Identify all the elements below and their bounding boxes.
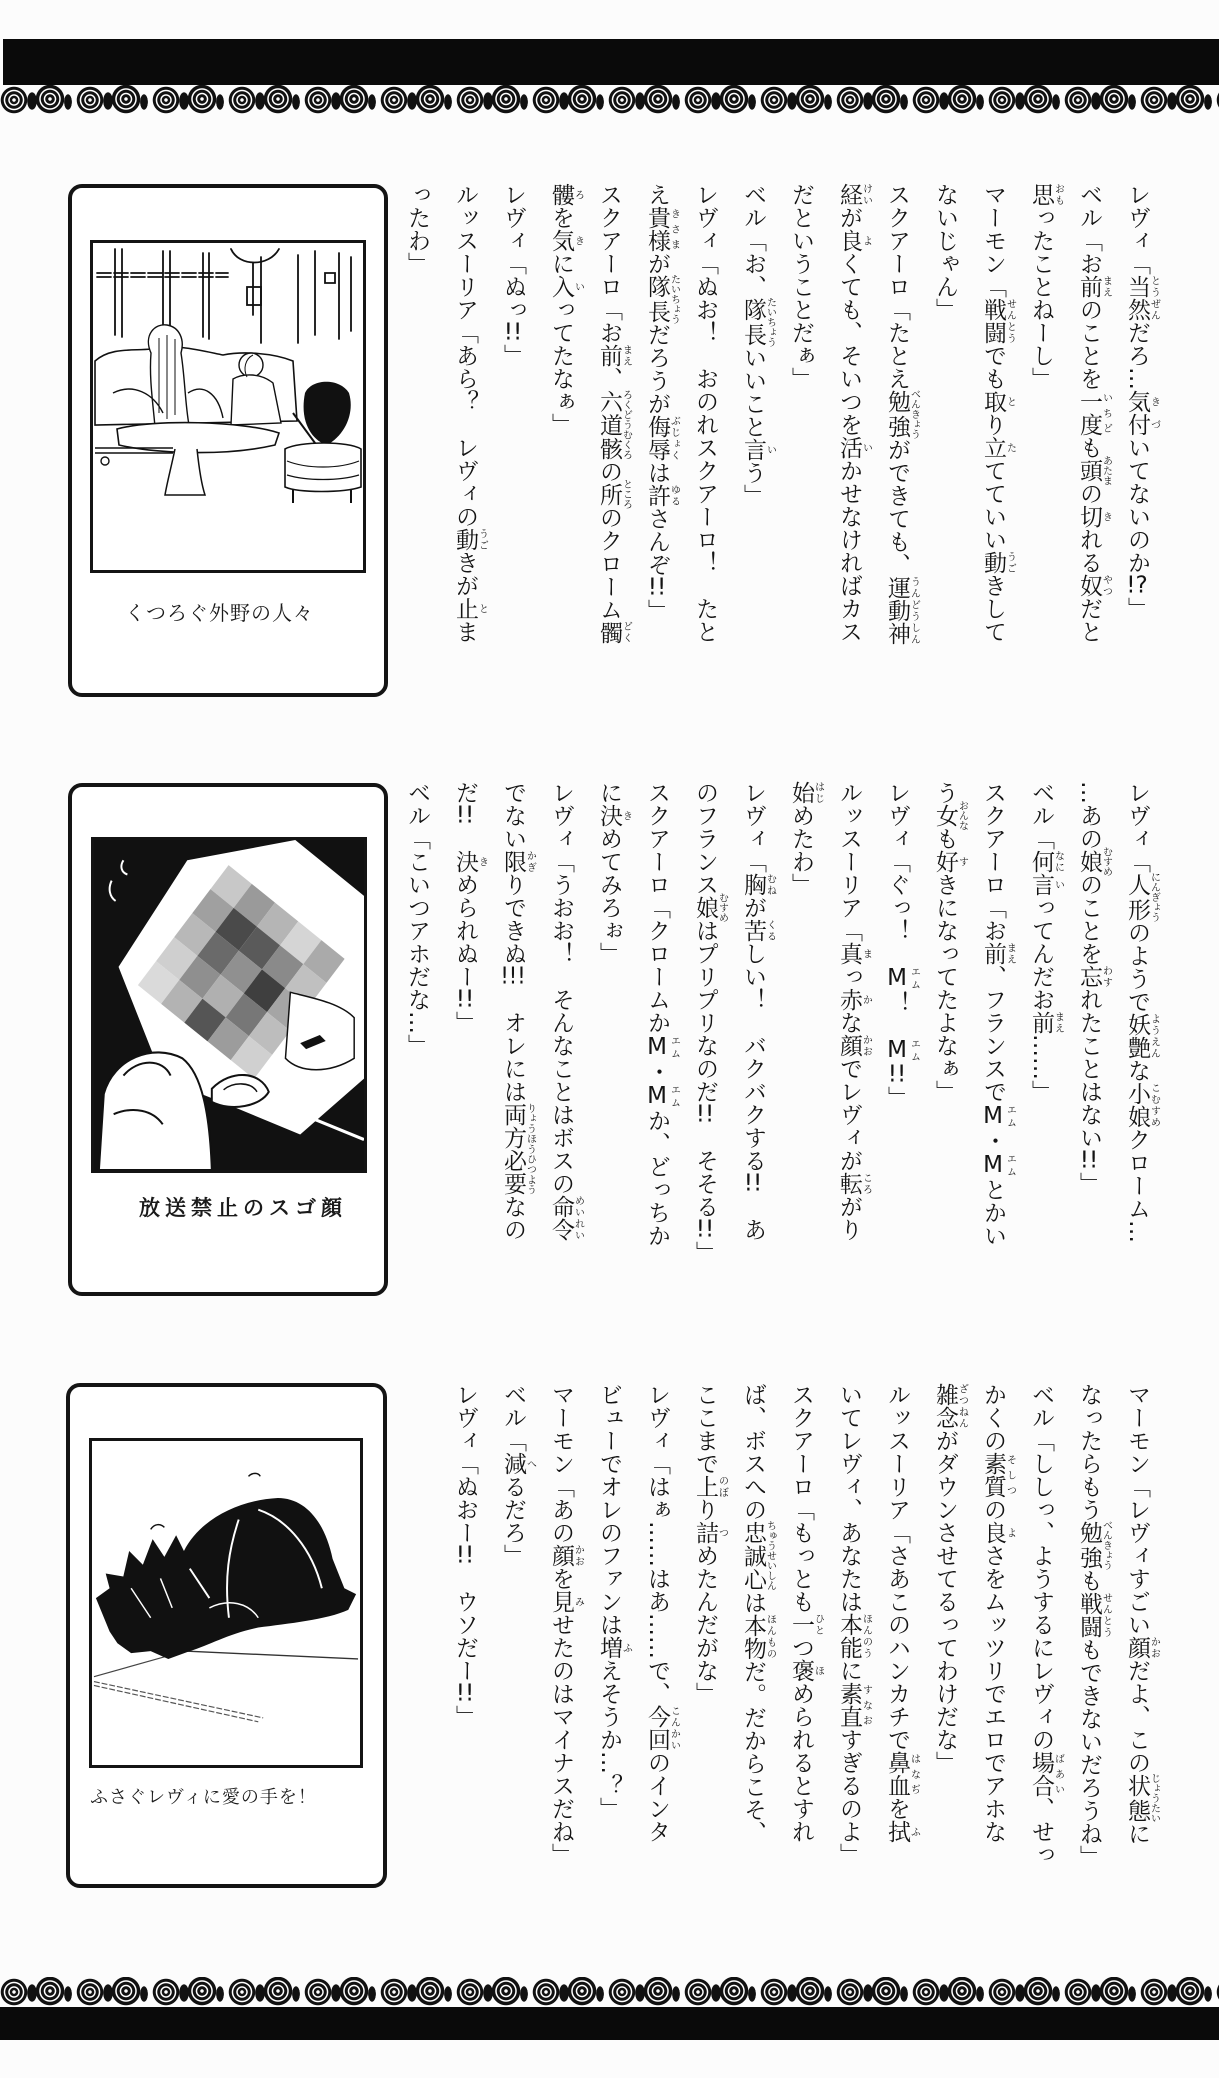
dialogue-column — [633, 1383, 681, 1903]
dialogue-text: に決きめてみろぉ」 — [596, 781, 632, 965]
dialogue-text: 「人形にんぎょうのようで妖艶ようえんな小娘こむすめクローム… — [1124, 850, 1160, 1243]
speaker-name: レヴィ — [548, 781, 574, 850]
dialogue-text: 「減へるだろ」 — [500, 1429, 536, 1567]
dialogue-column — [1113, 781, 1161, 1301]
dialogue-text: でない限かぎりできぬ!!! オレには両方必要りょうほうひつようなの — [500, 781, 536, 1241]
dialogue-column — [1017, 1383, 1065, 1903]
dialogue-text: 「お、隊長たいちょういいこと言いう」 — [740, 229, 776, 507]
dialogue-text: 「真まっ赤かな顔かおでレヴィが転ころがり — [836, 919, 872, 1241]
dialogue-column — [633, 183, 681, 703]
illustration-card — [66, 1383, 387, 1888]
dialogue-text: 「ぬっ!!」 — [500, 252, 526, 367]
dialogue-column — [969, 183, 1017, 703]
dialogue-text: ったわ」 — [404, 183, 430, 275]
dialogue-text: ば、ボスへの忠誠心ちゅうせいしんは本物ほんものだ。だからこそ、 — [740, 1383, 776, 1844]
prostrate-levi-illustration — [92, 1441, 360, 1765]
dialogue-text: だということだぁ」 — [788, 183, 814, 390]
dialogue-column — [393, 781, 441, 1301]
dialogue-column — [441, 183, 489, 703]
dialogue-text: なったらもう勉強べんきょうも戦闘せんとうもできないだろうね」 — [1076, 1383, 1112, 1868]
dialogue-column — [681, 1383, 729, 1903]
dialogue-column — [393, 183, 441, 703]
speaker-name: レヴィ — [500, 183, 526, 252]
dialogue-column — [1113, 183, 1161, 703]
dialogue-column — [921, 1383, 969, 1903]
speaker-name: スクアーロ — [788, 1383, 814, 1498]
dialogue-column — [777, 183, 825, 703]
dialogue-column — [585, 183, 633, 703]
dialogue-text: 思おもったことねーし」 — [1028, 183, 1064, 390]
dialogue-column — [537, 781, 585, 1301]
dialogue-column — [729, 183, 777, 703]
dialogue-column — [489, 1383, 537, 1903]
illustration-card — [68, 184, 388, 697]
dialogue-column — [777, 1383, 825, 1903]
speaker-name: レヴィ — [1124, 781, 1150, 850]
illustration-caption: 放送禁止のスゴ顔 — [139, 1196, 347, 1220]
speaker-name: レヴィ — [644, 1383, 670, 1452]
dialogue-text: 「クロームかMエム・Mエムか、どっちか — [644, 896, 680, 1247]
speaker-name: レヴィ — [692, 183, 718, 252]
dialogue-column — [1065, 781, 1113, 1301]
dialogue-text: 「うおお！ そんなことはボスの命令めいれい — [548, 850, 584, 1241]
dialogue-column — [537, 1383, 585, 1903]
speaker-name: ルッスーリア — [836, 781, 862, 919]
dialogue-text: 「ぬお！ おのれスクアーロ！ たと — [692, 252, 718, 643]
dialogue-text: のフランス娘むすめはプリプリなのだ!! そそる!!」 — [692, 781, 728, 1264]
footer-black-bar — [0, 2007, 1219, 2040]
dialogue-column — [969, 1383, 1017, 1903]
dialogue-column — [441, 781, 489, 1301]
dialogue-text: 「あの顔かおを見みせたのはマイナスだね」 — [548, 1475, 584, 1866]
speaker-name: スクアーロ — [596, 183, 622, 298]
dialogue-text: 始はじめたわ」 — [788, 781, 824, 896]
dialogue-column — [681, 183, 729, 703]
illustration-caption: くつろぐ外野の人々 — [125, 601, 314, 625]
dialogue-text: 経けいが良よくても、そいつを活いかせなければカス — [836, 183, 872, 643]
dialogue-column — [1017, 183, 1065, 703]
dialogue-text: 「たとえ勉強べんきょうができても、運動神うんどうしん — [884, 298, 920, 645]
dialogue-column — [825, 183, 873, 703]
speaker-name: マーモン — [1124, 1383, 1150, 1475]
dialogue-text: いてレヴィ、あなたは本能ほんのうに素直すなおすぎるのよ」 — [836, 1383, 872, 1866]
dialogue-text: 髏ろを気きに入いってたなぁ」 — [548, 183, 584, 436]
dialogue-text: …あの娘むすめのことを忘わすれたことはない!!」 — [1076, 781, 1112, 1195]
dialogue-text: 「お前まえ、六道骸ろくどうむくろの所ところのクローム髑どく — [596, 298, 632, 644]
speaker-name: レヴィ — [740, 781, 766, 850]
dialogue-column — [1065, 183, 1113, 703]
dialogue-column — [681, 781, 729, 1301]
dialogue-text: 「さあこのハンカチで鼻血はなぢを拭ふ — [884, 1521, 920, 1843]
dialogue-text: かくの素質そしつの良よさをムッツリでエロでアホな — [980, 1383, 1016, 1843]
dialogue-column — [777, 781, 825, 1301]
dialogue-text: 「もっとも一ひとつ褒ほめられるとすれ — [788, 1498, 824, 1843]
dialogue-column — [729, 1383, 777, 1903]
dialogue-text: う女おんなも好すきになってたよなぁ」 — [932, 781, 968, 1103]
rose-border-top — [0, 85, 1219, 115]
dialogue-text: 「当然とうぜんだろ…気付きづいてないのか!?」 — [1124, 252, 1160, 620]
dialogue-text: 「胸むねが苦くるしい！ バクバクする!! あ — [740, 850, 776, 1241]
dialogue-column — [441, 1383, 489, 1903]
dialogue-text: 「何なに言いってんだお前まえ……」 — [1028, 827, 1064, 1103]
dialogue-column — [729, 781, 777, 1301]
censored-face-illustration — [94, 840, 364, 1170]
speaker-name: ベル — [500, 1383, 526, 1429]
speaker-name: ベル — [740, 183, 766, 229]
dialogue-column — [585, 1383, 633, 1903]
dialogue-column — [1065, 1383, 1113, 1903]
dialogue-column — [825, 1383, 873, 1903]
speaker-name: レヴィ — [884, 781, 910, 850]
dialogue-column — [633, 781, 681, 1301]
speaker-name: ルッスーリア — [884, 1383, 910, 1521]
dialogue-text: ここまで上のぼり詰つめたんだがな」 — [692, 1383, 728, 1705]
dialogue-text: 雑念ざつねんがダウンさせてるってわけだな」 — [932, 1383, 968, 1774]
dialogue-block — [393, 1383, 1161, 1903]
dialogue-column — [537, 183, 585, 703]
speaker-name: スクアーロ — [644, 781, 670, 896]
dialogue-text: ないじゃん」 — [932, 183, 958, 321]
speaker-name: ルッスーリア — [452, 183, 478, 321]
speaker-name: レヴィ — [452, 1383, 478, 1452]
illustration-card — [68, 783, 388, 1296]
illustration-frame — [89, 1438, 363, 1768]
dialogue-text: 「あら？ レヴィの動うごきが止とま — [452, 321, 488, 643]
dialogue-text: 「ぐっ！ Mエム！ Mエム!!」 — [884, 850, 920, 1109]
dialogue-text: 「はぁ……はあ……で、今回こんかいのインタ — [644, 1452, 680, 1843]
speaker-name: ベル — [1028, 1383, 1054, 1429]
speaker-name: レヴィ — [1124, 183, 1150, 252]
dialogue-text: だ!! 決きめられぬー!!」 — [452, 781, 488, 1034]
dialogue-text: ビューでオレのファンは増ふえそうか…？」 — [596, 1383, 632, 1820]
dialogue-block — [393, 781, 1161, 1301]
rose-border-bottom — [0, 1977, 1219, 2007]
dialogue-text: 「レヴィすごい顔かおだよ、この状態じょうたいに — [1124, 1475, 1160, 1845]
dialogue-column — [873, 1383, 921, 1903]
dialogue-text: 「戦闘せんとうでも取とり立たてていい動うごきして — [980, 275, 1016, 643]
dialogue-column — [489, 781, 537, 1301]
dialogue-text: え貴様きさまが隊長たいちょうだろうが侮辱ぶじょくは許ゆるさんぞ!!」 — [644, 183, 680, 622]
dialogue-column — [921, 183, 969, 703]
speaker-name: ベル — [1076, 183, 1102, 229]
dialogue-column — [969, 781, 1017, 1301]
header-black-bar — [3, 39, 1219, 85]
dialogue-column — [1017, 781, 1065, 1301]
speaker-name: マーモン — [548, 1383, 574, 1475]
speaker-name: ベル — [404, 781, 430, 827]
speaker-name: マーモン — [980, 183, 1006, 275]
dialogue-column — [825, 781, 873, 1301]
dialogue-column — [873, 781, 921, 1301]
dialogue-text: 「こいつアホだな…」 — [404, 827, 430, 1057]
relaxing-varia-illustration — [93, 243, 363, 570]
dialogue-block — [393, 183, 1161, 703]
dialogue-column — [1113, 1383, 1161, 1903]
speaker-name: スクアーロ — [884, 183, 910, 298]
speaker-name: スクアーロ — [980, 781, 1006, 896]
dialogue-text: 「お前まえのことを一度いちども頭あたまの切きれる奴やつだと — [1076, 229, 1112, 643]
dialogue-column — [921, 781, 969, 1301]
dialogue-column — [489, 183, 537, 703]
dialogue-text: 「お前まえ、フランスでMエム・Mエムとかい — [980, 896, 1016, 1247]
speaker-name: ベル — [1028, 781, 1054, 827]
illustration-frame — [90, 240, 366, 573]
dialogue-column — [585, 781, 633, 1301]
illustration-frame — [91, 837, 367, 1173]
dialogue-column — [873, 183, 921, 703]
dialogue-text: 「ぬおー!! ウソだー!!」 — [452, 1452, 478, 1728]
dialogue-text: 「ししっ、ようするにレヴィの場合ばあい、せっ — [1028, 1429, 1064, 1866]
illustration-caption: ふさぐレヴィに愛の手を！ — [90, 1787, 317, 1808]
